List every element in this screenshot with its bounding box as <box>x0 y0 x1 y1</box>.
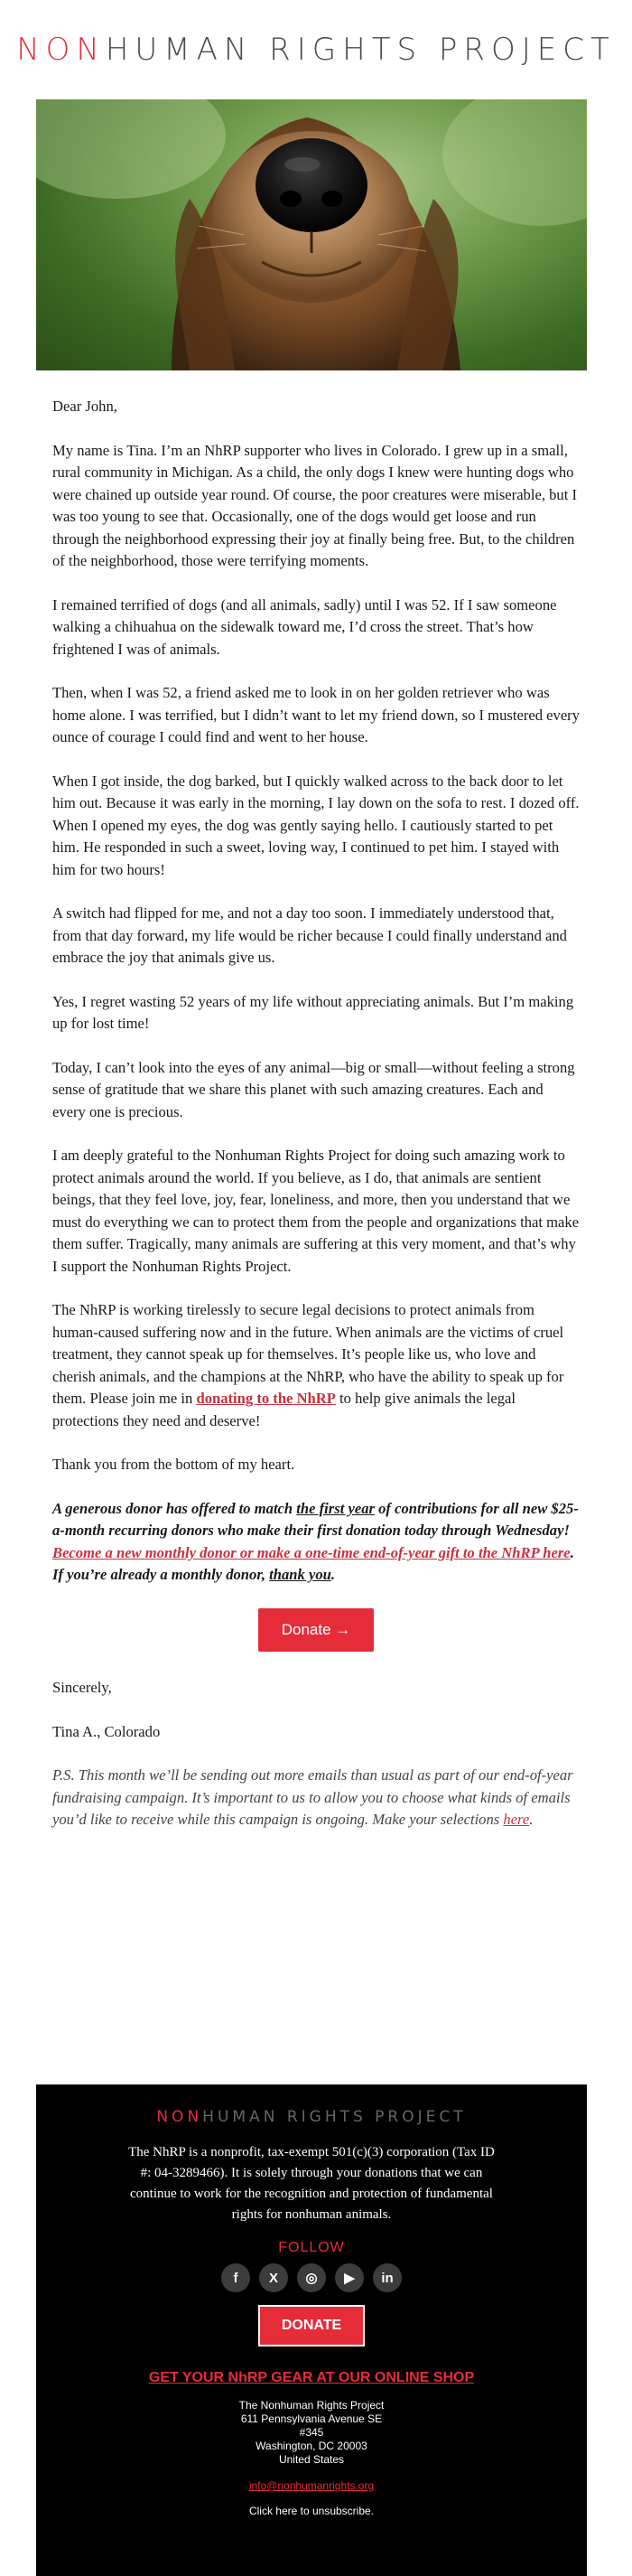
offer-text: . If you’re already a monthly donor, <box>52 1543 574 1583</box>
monthly-donor-link[interactable]: Become a new monthly donor or make a one-time end-of-year gift to the NhRP here <box>52 1543 571 1561</box>
offer-text: . <box>330 1566 336 1583</box>
email-preferences-link[interactable]: here <box>503 1811 530 1828</box>
donate-button[interactable]: Donate → <box>258 1608 375 1653</box>
letter-paragraph: My name is Tina. I’m an NhRP supporter who lives in Colorado. I grew up in a small, rural community in Michigan. As a child, the only dogs I knew were hunting dogs who were chained up outside year round. Of course, the poor creatures were miserable, but I was too young to see that. Occasionally, one of the dogs would get loose and run through the neighborhood expressing their joy at finally being free. But, to the children of the neighborhood, those were terrifying moments. <box>52 441 578 569</box>
footer-logo[interactable] <box>36 2108 587 2126</box>
paragraph-text: The NhRP is working tirelessly to secure legal decisions to protect animals from human-caused suffering now and in the future. When animals are the victims of cruel treatment, they cannot speak up for themselves. It’s people like us, who love and cherish animals, and the champions at the NhRP, who have the ability to speak up for them. Please join me in <box>52 1301 564 1407</box>
offer-first-year: the first year <box>296 1499 375 1517</box>
letter-paragraph: Thank you from the bottom of my heart. <box>52 1456 295 1473</box>
email-footer <box>36 2084 587 2576</box>
footer-about: The NhRP is a nonprofit, tax-exempt 501(c)(3) corporation (Tax ID #: 04-3289466). It is solely through your donations that we can continue to work for the recognition and protection of fundamental rights for nonhuman animals. <box>128 2145 495 2222</box>
facebook-icon[interactable]: f <box>221 2263 250 2292</box>
offer-thank-you: thank you <box>269 1566 331 1583</box>
nhrp-logo[interactable] <box>16 32 616 68</box>
address-line: 611 Pennsylvania Avenue SE <box>240 2412 383 2425</box>
address-line: Washington, DC 20003 <box>256 2440 367 2452</box>
ps-text: P.S. This month we’ll be sending out more emails than usual as part of our end-of-year fundraising campaign. It’s important to us to allow you to choose what kinds of emails you’d like to receive while this campaign is ongoing. Make your selections <box>52 1766 573 1828</box>
paragraph-text: to help give animals the legal protections they need and deserve! <box>52 1390 516 1429</box>
offer-text: A generous donor has offered to match <box>52 1499 297 1517</box>
letter-signoff: Sincerely, <box>52 1679 112 1696</box>
logo-red-part: NON <box>16 32 106 68</box>
hero-dog-image <box>36 99 587 370</box>
letter-paragraph <box>52 1299 580 1432</box>
address-line: The Nonhuman Rights Project <box>238 2399 385 2412</box>
unsubscribe-link[interactable]: Click here to unsubscribe. <box>248 2505 375 2517</box>
letter-paragraph: When I got inside, the dog barked, but I quickly walked across to the back door to let him out. Because it was early in the morning, I lay down on the sofa to rest. I dozed off. When I opened my eyes, the dog was gently saying hello. I cautiously started to pet him. He responded in such a sweet, loving way, I continued to pet him. I stayed with him for two hours! <box>52 772 580 878</box>
footer-address <box>36 2399 587 2467</box>
dog-photo-illustration <box>36 99 587 370</box>
linkedin-icon[interactable]: in <box>373 2263 402 2292</box>
letter-paragraph: Today, I can’t look into the eyes of any animal—big or small—without feeling a strong sense of gratitude that we share this planet with such amazing creatures. Each and every one is precious. <box>52 1058 575 1120</box>
youtube-icon[interactable]: ▶ <box>335 2263 364 2292</box>
donate-button-wrap <box>52 1608 580 1653</box>
offer-text: of contributions for all new $25-a-month recurring donors who make their first donation today through Wednesday! <box>52 1499 579 1539</box>
donating-link[interactable]: donating to the NhRP <box>196 1390 336 1407</box>
ps-text: . <box>529 1811 534 1828</box>
social-links <box>36 2263 587 2292</box>
x-twitter-icon[interactable]: X <box>259 2263 288 2292</box>
logo-rest-part: HUMAN RIGHTS PROJECT <box>105 32 616 68</box>
letter-paragraph: Yes, I regret wasting 52 years of my life without appreciating animals. But I’m making up for lost time! <box>52 992 574 1032</box>
footer-logo-rest-part: HUMAN RIGHTS PROJECT <box>202 2108 467 2126</box>
letter-signature: Tina A., Colorado <box>52 1722 161 1740</box>
email-header <box>0 0 632 99</box>
letter-paragraph: Then, when I was 52, a friend asked me to look in on her golden retriever who was home alone. I was terrified, but I didn’t want to let my friend down, so I mustered every ounce of courage I could find and went to her house. <box>52 684 581 745</box>
letter-greeting: Dear John, <box>52 398 117 415</box>
instagram-icon[interactable]: ◎ <box>297 2263 326 2292</box>
letter-paragraph: I remained terrified of dogs (and all animals, sadly) until I was 52. If I saw someone walking a chihuahua on the sidewalk toward me, I’d cross the street. That’s how frightened I was of animals. <box>52 595 557 658</box>
address-line: United States <box>278 2453 345 2466</box>
footer-donate-button[interactable]: DONATE <box>258 2305 365 2347</box>
matching-offer <box>52 1498 580 1587</box>
letter-paragraph: I am deeply grateful to the Nonhuman Rights Project for doing such amazing work to protect animals around the world. If you believe, as I do, that animals are sentient beings, that they feel love, joy, fear, loneliness, and more, then you understand that we must do everything we can to protect them from the people and organizations that make them suffer. Tragically, many animals are suffering at this very moment, and that’s why I support the Nonhuman Rights Project. <box>52 1147 580 1275</box>
letter-paragraph: A switch had flipped for me, and not a day too soon. I immediately understood that, from that day forward, my life would be richer because I could finally understand and embrace the joy that animals give us. <box>52 904 567 966</box>
follow-label: FOLLOW <box>278 2240 345 2255</box>
footer-logo-red-part: NON <box>156 2108 203 2126</box>
address-line: #345 <box>299 2426 324 2439</box>
contact-email-link[interactable]: info@nonhumanrights.org <box>248 2479 375 2492</box>
online-shop-link[interactable]: GET YOUR NhRP GEAR AT OUR ONLINE SHOP <box>148 2370 475 2385</box>
letter-body <box>0 396 632 1831</box>
postscript <box>52 1765 580 1831</box>
